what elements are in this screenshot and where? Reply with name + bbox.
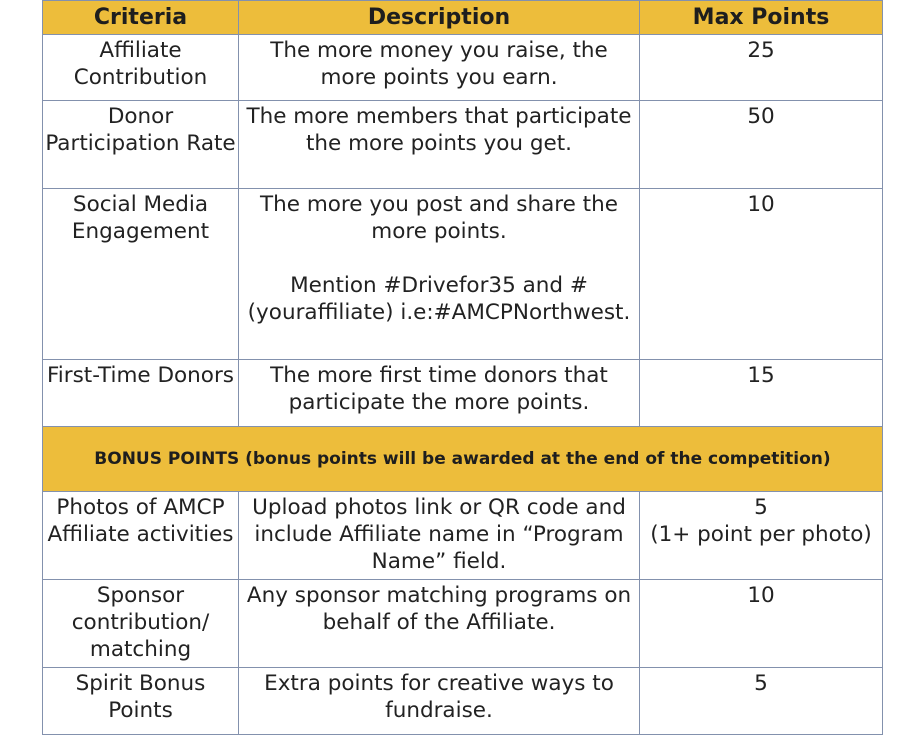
criteria-cell: Sponsor contribution/ matching — [43, 580, 239, 668]
points-value: 5 — [754, 495, 768, 520]
criteria-cell: Donor Participation Rate — [43, 101, 239, 189]
table-header-row — [43, 1, 883, 35]
points-cell: 25 — [640, 35, 883, 101]
description-cell: Extra points for creative ways to fundraise. — [239, 668, 640, 735]
bonus-points-header-row — [43, 427, 883, 492]
bonus-points-header: BONUS POINTS (bonus points will be awarded at the end of the competition) — [43, 427, 883, 492]
table-row — [43, 101, 883, 189]
table-row — [43, 668, 883, 735]
header-criteria: Criteria — [43, 1, 239, 35]
table-row — [43, 360, 883, 427]
criteria-cell: Photos of AMCP Affiliate activities — [43, 492, 239, 580]
points-note: (1+ point per photo) — [650, 522, 872, 547]
description-cell: The more first time donors that participate the more points. — [239, 360, 640, 427]
points-cell: 15 — [640, 360, 883, 427]
scoring-criteria-table — [42, 0, 883, 735]
points-cell — [640, 492, 883, 580]
table-row — [43, 492, 883, 580]
header-description: Description — [239, 1, 640, 35]
table-row — [43, 35, 883, 101]
criteria-cell: Spirit Bonus Points — [43, 668, 239, 735]
criteria-cell: Social Media Engagement — [43, 189, 239, 360]
points-cell: 10 — [640, 189, 883, 360]
criteria-cell: Affiliate Contribution — [43, 35, 239, 101]
table-row — [43, 189, 883, 360]
points-cell: 5 — [640, 668, 883, 735]
table-row — [43, 580, 883, 668]
description-cell: The more money you raise, the more points you earn. — [239, 35, 640, 101]
description-cell: Upload photos link or QR code and include Affiliate name in “Program Name” field. — [239, 492, 640, 580]
description-cell: The more you post and share the more points. Mention #Drivefor35 and #(youraffiliate) i.e:#AMCPNorthwest. — [239, 189, 640, 360]
header-max-points: Max Points — [640, 1, 883, 35]
points-cell: 50 — [640, 101, 883, 189]
description-cell: The more members that participate the more points you get. — [239, 101, 640, 189]
criteria-cell: First-Time Donors — [43, 360, 239, 427]
description-cell: Any sponsor matching programs on behalf of the Affiliate. — [239, 580, 640, 668]
points-cell: 10 — [640, 580, 883, 668]
